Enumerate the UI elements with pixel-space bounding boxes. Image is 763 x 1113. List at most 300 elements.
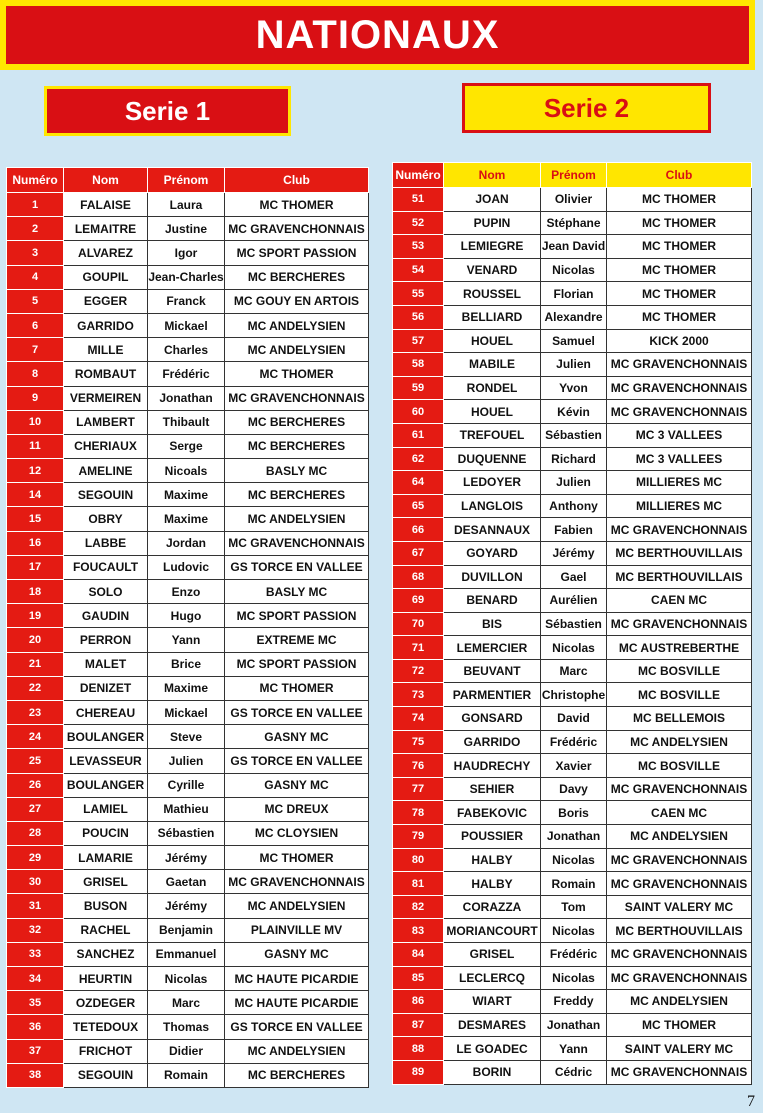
page-number: 7: [747, 1093, 755, 1110]
club-cell: MC SPORT PASSION: [225, 604, 369, 628]
firstname-cell: Benjamin: [148, 918, 225, 942]
table-row: [7, 652, 369, 676]
name-cell: MABILE: [444, 353, 541, 377]
club-cell: MC THOMER: [607, 235, 752, 259]
number-cell: 58: [393, 353, 444, 377]
firstname-cell: Charles: [148, 338, 225, 362]
table-row: [7, 483, 369, 507]
number-cell: 34: [7, 967, 64, 991]
name-cell: LABBE: [64, 531, 148, 555]
number-cell: 56: [393, 305, 444, 329]
table-row: [393, 423, 752, 447]
table-row: [7, 386, 369, 410]
firstname-cell: Thomas: [148, 1015, 225, 1039]
table-row: [393, 777, 752, 801]
name-cell: DESMARES: [444, 1013, 541, 1037]
firstname-cell: Frédéric: [148, 362, 225, 386]
name-cell: DUVILLON: [444, 565, 541, 589]
club-cell: MC GRAVENCHONNAIS: [225, 386, 369, 410]
firstname-cell: Sébastien: [148, 821, 225, 845]
club-cell: MC ANDELYSIEN: [607, 825, 752, 849]
number-cell: 25: [7, 749, 64, 773]
name-cell: LEVASSEUR: [64, 749, 148, 773]
firstname-cell: Olivier: [541, 188, 607, 212]
club-cell: MC GRAVENCHONNAIS: [607, 612, 752, 636]
name-cell: MILLE: [64, 338, 148, 362]
table-row: [7, 507, 369, 531]
firstname-cell: Mathieu: [148, 797, 225, 821]
club-cell: SAINT VALERY MC: [607, 895, 752, 919]
header-numero: Numéro: [393, 163, 444, 188]
name-cell: LANGLOIS: [444, 494, 541, 518]
name-cell: BUSON: [64, 894, 148, 918]
club-cell: MC BERCHERES: [225, 1063, 369, 1087]
club-cell: MC THOMER: [607, 282, 752, 306]
title-banner: [0, 0, 755, 70]
name-cell: LECLERCQ: [444, 966, 541, 990]
table-row: [7, 410, 369, 434]
firstname-cell: Romain: [541, 872, 607, 896]
name-cell: BOULANGER: [64, 773, 148, 797]
header-prenom: Prénom: [541, 163, 607, 188]
table-row: [393, 707, 752, 731]
table-row: [7, 1039, 369, 1063]
name-cell: POUSSIER: [444, 825, 541, 849]
number-cell: 88: [393, 1037, 444, 1061]
club-cell: MC THOMER: [607, 211, 752, 235]
firstname-cell: Igor: [148, 241, 225, 265]
firstname-cell: Yann: [541, 1037, 607, 1061]
firstname-cell: Jérémy: [541, 541, 607, 565]
firstname-cell: Nicolas: [148, 967, 225, 991]
number-cell: 59: [393, 376, 444, 400]
number-cell: 62: [393, 447, 444, 471]
header-nom: Nom: [64, 168, 148, 193]
firstname-cell: Mickael: [148, 700, 225, 724]
name-cell: SANCHEZ: [64, 942, 148, 966]
club-cell: MC DREUX: [225, 797, 369, 821]
club-cell: GASNY MC: [225, 773, 369, 797]
firstname-cell: Didier: [148, 1039, 225, 1063]
table-row: [7, 773, 369, 797]
name-cell: FALAISE: [64, 193, 148, 217]
club-cell: MC BOSVILLE: [607, 754, 752, 778]
number-cell: 17: [7, 555, 64, 579]
table-row: [7, 217, 369, 241]
firstname-cell: Jordan: [148, 531, 225, 555]
firstname-cell: Boris: [541, 801, 607, 825]
club-cell: CAEN MC: [607, 589, 752, 613]
club-cell: EXTREME MC: [225, 628, 369, 652]
number-cell: 26: [7, 773, 64, 797]
club-cell: MC GRAVENCHONNAIS: [607, 353, 752, 377]
name-cell: HALBY: [444, 872, 541, 896]
name-cell: SEGOUIN: [64, 483, 148, 507]
page-title: NATIONAUX: [6, 6, 749, 64]
firstname-cell: Nicoals: [148, 459, 225, 483]
name-cell: WIART: [444, 990, 541, 1014]
number-cell: 65: [393, 494, 444, 518]
table-row: [393, 329, 752, 353]
name-cell: CHERIAUX: [64, 434, 148, 458]
firstname-cell: Justine: [148, 217, 225, 241]
name-cell: GOYARD: [444, 541, 541, 565]
table-row: [393, 376, 752, 400]
firstname-cell: Maxime: [148, 676, 225, 700]
name-cell: MALET: [64, 652, 148, 676]
table-row: [393, 565, 752, 589]
number-cell: 7: [7, 338, 64, 362]
number-cell: 24: [7, 725, 64, 749]
firstname-cell: Jonathan: [541, 825, 607, 849]
club-cell: MILLIERES MC: [607, 494, 752, 518]
firstname-cell: Maxime: [148, 483, 225, 507]
number-cell: 80: [393, 848, 444, 872]
name-cell: POUCIN: [64, 821, 148, 845]
number-cell: 87: [393, 1013, 444, 1037]
club-cell: MC ANDELYSIEN: [225, 507, 369, 531]
club-cell: MC 3 VALLEES: [607, 423, 752, 447]
club-cell: MC BOSVILLE: [607, 683, 752, 707]
table-row: [7, 870, 369, 894]
number-cell: 78: [393, 801, 444, 825]
firstname-cell: Emmanuel: [148, 942, 225, 966]
number-cell: 27: [7, 797, 64, 821]
number-cell: 28: [7, 821, 64, 845]
table-row: [393, 235, 752, 259]
name-cell: LAMIEL: [64, 797, 148, 821]
firstname-cell: Franck: [148, 289, 225, 313]
table-row: [7, 604, 369, 628]
number-cell: 89: [393, 1060, 444, 1084]
table-row: [393, 612, 752, 636]
name-cell: GARRIDO: [444, 730, 541, 754]
name-cell: BORIN: [444, 1060, 541, 1084]
firstname-cell: Jonathan: [148, 386, 225, 410]
club-cell: MC ANDELYSIEN: [225, 894, 369, 918]
table-row: [393, 518, 752, 542]
table-row: [393, 305, 752, 329]
firstname-cell: Laura: [148, 193, 225, 217]
number-cell: 60: [393, 400, 444, 424]
firstname-cell: Davy: [541, 777, 607, 801]
name-cell: BEUVANT: [444, 659, 541, 683]
name-cell: DESANNAUX: [444, 518, 541, 542]
table-row: [7, 797, 369, 821]
name-cell: HOUEL: [444, 329, 541, 353]
firstname-cell: Anthony: [541, 494, 607, 518]
firstname-cell: Kévin: [541, 400, 607, 424]
table-row: [393, 494, 752, 518]
number-cell: 73: [393, 683, 444, 707]
table-row: [393, 353, 752, 377]
table-row: [393, 282, 752, 306]
firstname-cell: Marc: [148, 991, 225, 1015]
name-cell: ROMBAUT: [64, 362, 148, 386]
table-row: [393, 730, 752, 754]
club-cell: MC GRAVENCHONNAIS: [607, 848, 752, 872]
firstname-cell: Florian: [541, 282, 607, 306]
name-cell: OBRY: [64, 507, 148, 531]
club-cell: MC GOUY EN ARTOIS: [225, 289, 369, 313]
number-cell: 9: [7, 386, 64, 410]
firstname-cell: Jean David: [541, 235, 607, 259]
name-cell: DENIZET: [64, 676, 148, 700]
club-cell: MC 3 VALLEES: [607, 447, 752, 471]
firstname-cell: Sébastien: [541, 612, 607, 636]
number-cell: 16: [7, 531, 64, 555]
firstname-cell: Tom: [541, 895, 607, 919]
club-cell: MC GRAVENCHONNAIS: [607, 1060, 752, 1084]
club-cell: MC SPORT PASSION: [225, 652, 369, 676]
number-cell: 31: [7, 894, 64, 918]
firstname-cell: Ludovic: [148, 555, 225, 579]
club-cell: MC GRAVENCHONNAIS: [607, 376, 752, 400]
club-cell: MC BERTHOUVILLAIS: [607, 541, 752, 565]
firstname-cell: Yann: [148, 628, 225, 652]
number-cell: 61: [393, 423, 444, 447]
club-cell: MC GRAVENCHONNAIS: [607, 872, 752, 896]
name-cell: LEDOYER: [444, 471, 541, 495]
number-cell: 14: [7, 483, 64, 507]
firstname-cell: Julien: [148, 749, 225, 773]
club-cell: MC CLOYSIEN: [225, 821, 369, 845]
firstname-cell: Yvon: [541, 376, 607, 400]
firstname-cell: Fabien: [541, 518, 607, 542]
number-cell: 55: [393, 282, 444, 306]
table-row: [7, 1015, 369, 1039]
club-cell: MC GRAVENCHONNAIS: [607, 966, 752, 990]
table-row: [7, 918, 369, 942]
club-cell: MC GRAVENCHONNAIS: [225, 217, 369, 241]
number-cell: 52: [393, 211, 444, 235]
name-cell: MORIANCOURT: [444, 919, 541, 943]
table-row: [7, 725, 369, 749]
name-cell: VENARD: [444, 258, 541, 282]
club-cell: MC THOMER: [607, 305, 752, 329]
name-cell: RACHEL: [64, 918, 148, 942]
name-cell: BENARD: [444, 589, 541, 613]
table-row: [7, 265, 369, 289]
number-cell: 8: [7, 362, 64, 386]
number-cell: 71: [393, 636, 444, 660]
club-cell: GS TORCE EN VALLEE: [225, 555, 369, 579]
number-cell: 37: [7, 1039, 64, 1063]
club-cell: MC GRAVENCHONNAIS: [225, 531, 369, 555]
table-row: [7, 580, 369, 604]
number-cell: 18: [7, 580, 64, 604]
number-cell: 36: [7, 1015, 64, 1039]
name-cell: HOUEL: [444, 400, 541, 424]
club-cell: MC GRAVENCHONNAIS: [225, 870, 369, 894]
table-row: [393, 636, 752, 660]
name-cell: BELLIARD: [444, 305, 541, 329]
name-cell: CHEREAU: [64, 700, 148, 724]
club-cell: GASNY MC: [225, 725, 369, 749]
name-cell: FOUCAULT: [64, 555, 148, 579]
number-cell: 70: [393, 612, 444, 636]
club-cell: GASNY MC: [225, 942, 369, 966]
firstname-cell: Frédéric: [541, 943, 607, 967]
firstname-cell: Cédric: [541, 1060, 607, 1084]
club-cell: MC ANDELYSIEN: [225, 1039, 369, 1063]
firstname-cell: Sébastien: [541, 423, 607, 447]
header-numero: Numéro: [7, 168, 64, 193]
table-row: [393, 872, 752, 896]
name-cell: GONSARD: [444, 707, 541, 731]
serie2-label: Serie 2: [462, 83, 711, 133]
header-club: Club: [607, 163, 752, 188]
number-cell: 66: [393, 518, 444, 542]
firstname-cell: Brice: [148, 652, 225, 676]
name-cell: AMELINE: [64, 459, 148, 483]
club-cell: MC THOMER: [607, 1013, 752, 1037]
table-row: [393, 589, 752, 613]
club-cell: MC ANDELYSIEN: [607, 990, 752, 1014]
club-cell: MC THOMER: [225, 193, 369, 217]
table-row: [393, 895, 752, 919]
table-row: [393, 1013, 752, 1037]
number-cell: 5: [7, 289, 64, 313]
club-cell: MC BERCHERES: [225, 410, 369, 434]
number-cell: 29: [7, 846, 64, 870]
table-row: [7, 942, 369, 966]
number-cell: 83: [393, 919, 444, 943]
name-cell: GOUPIL: [64, 265, 148, 289]
club-cell: MC BERTHOUVILLAIS: [607, 919, 752, 943]
club-cell: MC BERCHERES: [225, 265, 369, 289]
number-cell: 86: [393, 990, 444, 1014]
table-row: [393, 943, 752, 967]
name-cell: PERRON: [64, 628, 148, 652]
name-cell: PUPIN: [444, 211, 541, 235]
table-row: [393, 541, 752, 565]
name-cell: LAMBERT: [64, 410, 148, 434]
name-cell: FABEKOVIC: [444, 801, 541, 825]
number-cell: 84: [393, 943, 444, 967]
firstname-cell: Nicolas: [541, 966, 607, 990]
firstname-cell: Romain: [148, 1063, 225, 1087]
firstname-cell: Jérémy: [148, 846, 225, 870]
number-cell: 67: [393, 541, 444, 565]
table-row: [7, 338, 369, 362]
table-row: [7, 434, 369, 458]
firstname-cell: Cyrille: [148, 773, 225, 797]
number-cell: 75: [393, 730, 444, 754]
number-cell: 53: [393, 235, 444, 259]
club-cell: MC THOMER: [607, 188, 752, 212]
firstname-cell: Jérémy: [148, 894, 225, 918]
firstname-cell: Alexandre: [541, 305, 607, 329]
serie2-table: [392, 162, 752, 1085]
club-cell: MC ANDELYSIEN: [607, 730, 752, 754]
firstname-cell: Enzo: [148, 580, 225, 604]
number-cell: 74: [393, 707, 444, 731]
table-row: [393, 211, 752, 235]
table-row: [393, 848, 752, 872]
table-row: [393, 801, 752, 825]
number-cell: 82: [393, 895, 444, 919]
club-cell: MC BERTHOUVILLAIS: [607, 565, 752, 589]
firstname-cell: Nicolas: [541, 919, 607, 943]
club-cell: MC BELLEMOIS: [607, 707, 752, 731]
name-cell: HAUDRECHY: [444, 754, 541, 778]
club-cell: GS TORCE EN VALLEE: [225, 1015, 369, 1039]
name-cell: EGGER: [64, 289, 148, 313]
club-cell: SAINT VALERY MC: [607, 1037, 752, 1061]
name-cell: TREFOUEL: [444, 423, 541, 447]
table-row: [393, 659, 752, 683]
firstname-cell: Nicolas: [541, 258, 607, 282]
club-cell: MC SPORT PASSION: [225, 241, 369, 265]
number-cell: 3: [7, 241, 64, 265]
club-cell: CAEN MC: [607, 801, 752, 825]
table-row: [393, 825, 752, 849]
number-cell: 54: [393, 258, 444, 282]
name-cell: DUQUENNE: [444, 447, 541, 471]
number-cell: 11: [7, 434, 64, 458]
name-cell: JOAN: [444, 188, 541, 212]
number-cell: 12: [7, 459, 64, 483]
name-cell: SOLO: [64, 580, 148, 604]
number-cell: 30: [7, 870, 64, 894]
number-cell: 35: [7, 991, 64, 1015]
table-row: [393, 990, 752, 1014]
table-row: [393, 683, 752, 707]
firstname-cell: Marc: [541, 659, 607, 683]
name-cell: ROUSSEL: [444, 282, 541, 306]
firstname-cell: Julien: [541, 471, 607, 495]
firstname-cell: Steve: [148, 725, 225, 749]
firstname-cell: Hugo: [148, 604, 225, 628]
club-cell: MC AUSTREBERTHE: [607, 636, 752, 660]
table-row: [7, 628, 369, 652]
firstname-cell: Nicolas: [541, 848, 607, 872]
table-row: [7, 362, 369, 386]
name-cell: OZDEGER: [64, 991, 148, 1015]
firstname-cell: Freddy: [541, 990, 607, 1014]
number-cell: 33: [7, 942, 64, 966]
name-cell: LEMERCIER: [444, 636, 541, 660]
header-nom: Nom: [444, 163, 541, 188]
club-cell: MC GRAVENCHONNAIS: [607, 518, 752, 542]
firstname-cell: Stéphane: [541, 211, 607, 235]
name-cell: CORAZZA: [444, 895, 541, 919]
firstname-cell: Maxime: [148, 507, 225, 531]
table-row: [393, 966, 752, 990]
club-cell: PLAINVILLE MV: [225, 918, 369, 942]
firstname-cell: Nicolas: [541, 636, 607, 660]
name-cell: FRICHOT: [64, 1039, 148, 1063]
club-cell: MC GRAVENCHONNAIS: [607, 943, 752, 967]
club-cell: MC THOMER: [225, 362, 369, 386]
serie1-table: [6, 167, 369, 1088]
number-cell: 20: [7, 628, 64, 652]
table-row: [7, 241, 369, 265]
table-row: [7, 846, 369, 870]
name-cell: LAMARIE: [64, 846, 148, 870]
firstname-cell: Serge: [148, 434, 225, 458]
name-cell: LEMAITRE: [64, 217, 148, 241]
table-row: [393, 400, 752, 424]
club-cell: KICK 2000: [607, 329, 752, 353]
table-row: [393, 447, 752, 471]
firstname-cell: Jonathan: [541, 1013, 607, 1037]
club-cell: MC THOMER: [607, 258, 752, 282]
firstname-cell: Christophe: [541, 683, 607, 707]
table-row: [7, 289, 369, 313]
number-cell: 57: [393, 329, 444, 353]
